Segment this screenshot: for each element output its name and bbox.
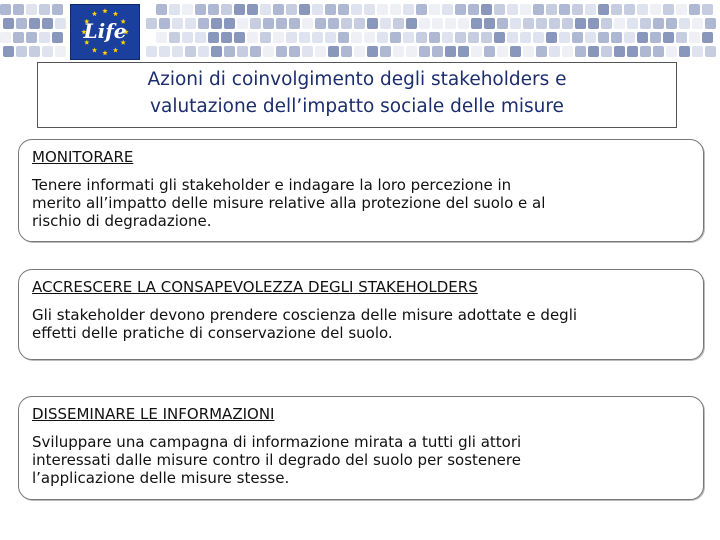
mosaic-tile: [705, 46, 716, 57]
mosaic-tile: [156, 32, 167, 43]
section-text-line: interessati dalle misure contro il degrado del suolo per sostenere: [32, 451, 521, 469]
mosaic-tile: [273, 32, 284, 43]
mosaic-tile: [549, 46, 560, 57]
mosaic-tile: [588, 46, 599, 57]
mosaic-tile: [702, 32, 713, 43]
mosaic-tile: [393, 46, 404, 57]
mosaic-tile: [507, 4, 518, 15]
mosaic-tile: [705, 18, 716, 29]
eu-star: [102, 8, 107, 13]
mosaic-tile: [364, 4, 375, 15]
eu-star: [102, 50, 107, 55]
mosaic-tile: [250, 46, 261, 57]
mosaic-tile: [507, 32, 518, 43]
mosaic-tile: [468, 4, 479, 15]
mosaic-tile: [611, 4, 622, 15]
mosaic-tile: [598, 4, 609, 15]
mosaic-tile: [549, 18, 560, 29]
mosaic-tile: [39, 4, 50, 15]
section-text-line: Sviluppare una campagna di informazione mirata a tutti gli attori: [32, 433, 522, 451]
mosaic-tile: [676, 4, 687, 15]
mosaic-tile: [198, 46, 209, 57]
mosaic-tile: [640, 46, 651, 57]
mosaic-tile: [562, 46, 573, 57]
mosaic-tile: [419, 46, 430, 57]
mosaic-tile: [16, 18, 27, 29]
mosaic-tile: [442, 4, 453, 15]
mosaic-tile: [260, 32, 271, 43]
mosaic-tile: [299, 32, 310, 43]
mosaic-tile: [3, 46, 14, 57]
mosaic-tile: [585, 32, 596, 43]
mosaic-tile: [55, 18, 66, 29]
mosaic-tile: [42, 46, 53, 57]
title-line-2: valutazione dell’impatto sociale delle misure: [150, 96, 564, 117]
mosaic-tile: [533, 4, 544, 15]
mosaic-tile: [637, 32, 648, 43]
mosaic-tile: [663, 32, 674, 43]
mosaic-tile: [42, 18, 53, 29]
mosaic-tile: [601, 46, 612, 57]
section-text-line: rischio di degradazione.: [32, 212, 212, 230]
mosaic-tile: [689, 32, 700, 43]
mosaic-tile: [510, 18, 521, 29]
mosaic-tile: [572, 32, 583, 43]
mosaic-tile: [172, 46, 183, 57]
mosaic-tile: [390, 32, 401, 43]
mosaic-tile: [377, 4, 388, 15]
mosaic-tile: [624, 32, 635, 43]
mosaic-tile: [52, 4, 63, 15]
mosaic-tile: [26, 32, 37, 43]
section-heading: ACCRESCERE LA CONSAPEVOLEZZA DEGLI STAKEHOLDERS: [32, 278, 478, 296]
mosaic-tile: [432, 18, 443, 29]
mosaic-tile: [403, 32, 414, 43]
mosaic-tile: [234, 32, 245, 43]
mosaic-tile: [575, 18, 586, 29]
mosaic-tile: [169, 32, 180, 43]
mosaic-tile: [497, 18, 508, 29]
mosaic-tile: [432, 46, 443, 57]
mosaic-tile: [0, 32, 11, 43]
mosaic-tile: [315, 18, 326, 29]
mosaic-tile: [302, 18, 313, 29]
mosaic-tile: [403, 4, 414, 15]
mosaic-tile: [676, 32, 687, 43]
mosaic-tile: [351, 32, 362, 43]
mosaic-tile: [221, 32, 232, 43]
mosaic-tile: [458, 46, 469, 57]
mosaic-tile: [562, 18, 573, 29]
mosaic-tile: [520, 4, 531, 15]
mosaic-tile: [455, 32, 466, 43]
mosaic-tile: [663, 4, 674, 15]
mosaic-tile: [195, 4, 206, 15]
mosaic-tile: [679, 46, 690, 57]
mosaic-tile: [0, 4, 11, 15]
logo-label: Life: [83, 19, 127, 43]
mosaic-tile: [338, 32, 349, 43]
mosaic-tile: [237, 18, 248, 29]
mosaic-tile: [159, 46, 170, 57]
mosaic-tile: [237, 46, 248, 57]
mosaic-tile: [614, 18, 625, 29]
mosaic-tile: [146, 18, 157, 29]
mosaic-tile: [224, 46, 235, 57]
mosaic-tile: [702, 4, 713, 15]
mosaic-tile: [559, 4, 570, 15]
mosaic-tile: [354, 18, 365, 29]
mosaic-tile: [484, 46, 495, 57]
mosaic-tile: [653, 46, 664, 57]
mosaic-tile: [393, 18, 404, 29]
mosaic-tile: [520, 32, 531, 43]
mosaic-tile: [16, 46, 27, 57]
mosaic-tile: [3, 18, 14, 29]
mosaic-tile: [380, 46, 391, 57]
mosaic-tile: [390, 4, 401, 15]
mosaic-tile: [523, 18, 534, 29]
mosaic-tile: [666, 46, 677, 57]
mosaic-tile: [364, 32, 375, 43]
mosaic-tile: [263, 18, 274, 29]
mosaic-tile: [601, 18, 612, 29]
mosaic-tile: [182, 4, 193, 15]
mosaic-tile: [341, 46, 352, 57]
mosaic-tile: [429, 4, 440, 15]
mosaic-tile: [536, 18, 547, 29]
mosaic-tile: [679, 18, 690, 29]
mosaic-tile: [481, 4, 492, 15]
mosaic-tile: [598, 32, 609, 43]
mosaic-tile: [637, 4, 648, 15]
section-text-line: effetti delle pratiche di conservazione del suolo.: [32, 324, 393, 342]
section-card-monitorare: [18, 139, 704, 242]
mosaic-tile: [29, 18, 40, 29]
mosaic-tile: [276, 46, 287, 57]
section-text-line: Tenere informati gli stakeholder e indagare la loro percezione in: [32, 176, 512, 194]
section-text-line: merito all’impatto delle misure relative alla protezione del suolo e al: [32, 194, 546, 212]
section-text-line: l’applicazione delle misure stesse.: [32, 469, 290, 487]
mosaic-tile: [533, 32, 544, 43]
mosaic-tile: [445, 18, 456, 29]
mosaic-tile: [185, 46, 196, 57]
mosaic-tile: [286, 32, 297, 43]
mosaic-tile: [325, 32, 336, 43]
mosaic-tile: [627, 18, 638, 29]
mosaic-tile: [250, 18, 261, 29]
mosaic-tile: [429, 32, 440, 43]
section-text-line: Gli stakeholder devono prendere coscienza delle misure adottate e degli: [32, 306, 578, 324]
mosaic-tile: [650, 4, 661, 15]
mosaic-tile: [692, 18, 703, 29]
mosaic-tile: [351, 4, 362, 15]
mosaic-tile: [302, 46, 313, 57]
mosaic-tile: [471, 46, 482, 57]
section-card-disseminare: [18, 396, 704, 500]
mosaic-tile: [39, 32, 50, 43]
mosaic-tile: [406, 18, 417, 29]
mosaic-tile: [211, 46, 222, 57]
mosaic-tile: [325, 4, 336, 15]
mosaic-tile: [559, 32, 570, 43]
mosaic-tile: [208, 32, 219, 43]
mosaic-tile: [338, 4, 349, 15]
mosaic-tile: [614, 46, 625, 57]
mosaic-tile: [536, 46, 547, 57]
section-heading: DISSEMINARE LE INFORMAZIONI: [32, 405, 275, 423]
mosaic-tile: [276, 18, 287, 29]
mosaic-tile: [367, 46, 378, 57]
mosaic-tile: [689, 4, 700, 15]
mosaic-tile: [247, 4, 258, 15]
mosaic-tile: [419, 18, 430, 29]
mosaic-tile: [380, 18, 391, 29]
mosaic-tile: [221, 4, 232, 15]
mosaic-tile: [52, 32, 63, 43]
mosaic-tile: [289, 46, 300, 57]
mosaic-tile: [185, 18, 196, 29]
mosaic-tile: [523, 46, 534, 57]
mosaic-tile: [55, 46, 66, 57]
mosaic-tile: [247, 32, 258, 43]
mosaic-tile: [627, 46, 638, 57]
mosaic-tile: [13, 32, 24, 43]
mosaic-tile: [546, 32, 557, 43]
eu-star: [92, 47, 97, 52]
mosaic-tile: [481, 32, 492, 43]
mosaic-tile: [208, 4, 219, 15]
eu-star: [92, 11, 97, 16]
mosaic-tile: [624, 4, 635, 15]
mosaic-tile: [416, 32, 427, 43]
section-text: [32, 433, 697, 487]
mosaic-tile: [273, 4, 284, 15]
mosaic-tile: [328, 18, 339, 29]
mosaic-tile: [234, 4, 245, 15]
mosaic-tile: [572, 4, 583, 15]
section-text: [32, 176, 697, 230]
mosaic-tile: [159, 18, 170, 29]
mosaic-tile: [458, 18, 469, 29]
mosaic-tile: [328, 46, 339, 57]
eu-star: [113, 47, 118, 52]
mosaic-tile: [29, 46, 40, 57]
mosaic-tile: [494, 32, 505, 43]
section-text: [32, 306, 697, 342]
mosaic-tile: [315, 46, 326, 57]
mosaic-tile: [494, 4, 505, 15]
mosaic-tile: [653, 18, 664, 29]
mosaic-tile: [312, 32, 323, 43]
mosaic-tile: [585, 4, 596, 15]
mosaic-tile: [289, 18, 300, 29]
mosaic-tile: [442, 32, 453, 43]
mosaic-tile: [354, 46, 365, 57]
eu-star: [113, 11, 118, 16]
mosaic-tile: [169, 4, 180, 15]
mosaic-tile: [26, 4, 37, 15]
mosaic-tile: [260, 4, 271, 15]
mosaic-tile: [471, 18, 482, 29]
title-line-1: Azioni di coinvolgimento degli stakeholders e: [147, 69, 567, 90]
mosaic-tile: [286, 4, 297, 15]
mosaic-tile: [546, 4, 557, 15]
mosaic-tile: [377, 32, 388, 43]
mosaic-tile: [445, 46, 456, 57]
mosaic-tile: [650, 32, 661, 43]
mosaic-tile: [484, 18, 495, 29]
mosaic-tile: [611, 32, 622, 43]
mosaic-tile: [416, 4, 427, 15]
mosaic-tile: [182, 32, 193, 43]
section-card-consapevolezza: [18, 269, 704, 360]
mosaic-tile: [263, 46, 274, 57]
mosaic-tile: [195, 32, 206, 43]
mosaic-tile: [510, 46, 521, 57]
mosaic-tile: [406, 46, 417, 57]
mosaic-tile: [198, 18, 209, 29]
mosaic-tile: [299, 4, 310, 15]
mosaic-tile: [341, 18, 352, 29]
mosaic-tile: [455, 4, 466, 15]
mosaic-tile: [312, 4, 323, 15]
mosaic-tile: [666, 18, 677, 29]
mosaic-tile: [13, 4, 24, 15]
mosaic-tile: [575, 46, 586, 57]
mosaic-tile: [367, 18, 378, 29]
mosaic-tile: [172, 18, 183, 29]
mosaic-tile: [156, 4, 167, 15]
mosaic-tile: [468, 32, 479, 43]
mosaic-tile: [588, 18, 599, 29]
section-heading: MONITORARE: [32, 148, 134, 166]
mosaic-tile: [640, 18, 651, 29]
eu-life-logo: [70, 4, 140, 60]
mosaic-tile: [224, 18, 235, 29]
mosaic-tile: [692, 46, 703, 57]
mosaic-tile: [211, 18, 222, 29]
slide-title: [37, 62, 677, 128]
mosaic-tile: [146, 46, 157, 57]
mosaic-tile: [497, 46, 508, 57]
